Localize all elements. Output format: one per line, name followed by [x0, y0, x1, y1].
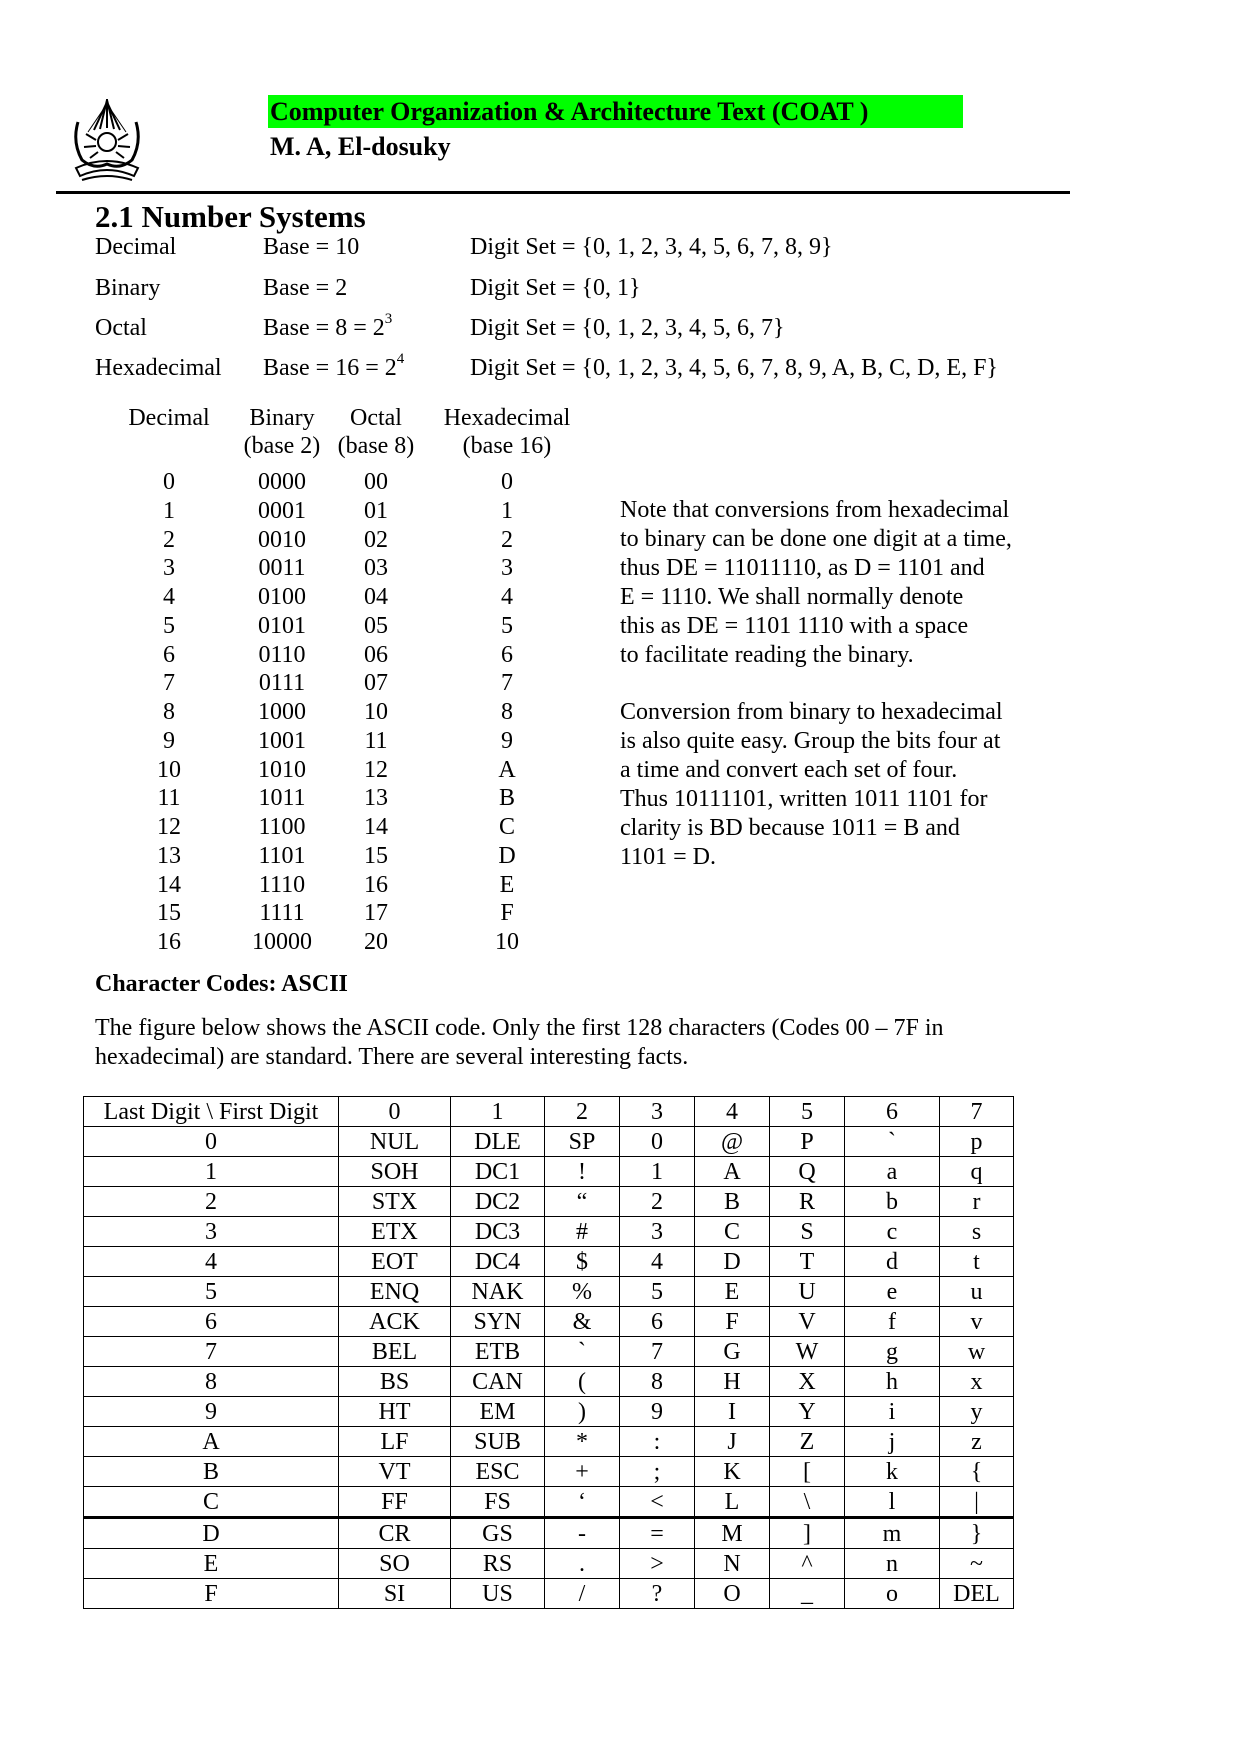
- conv-cell: 15: [364, 842, 388, 869]
- system-base: [263, 232, 359, 262]
- ascii-cell: o: [845, 1579, 940, 1609]
- conv-cell: 14: [157, 871, 181, 898]
- conv-cell: 17: [364, 900, 388, 927]
- ascii-cell: S: [770, 1217, 845, 1247]
- note-line: to binary can be done one digit at a time,: [620, 526, 1012, 552]
- conv-cell: 7: [163, 670, 175, 697]
- ascii-cell: `: [845, 1127, 940, 1157]
- note-line: Note that conversions from hexadecimal: [620, 497, 1010, 523]
- ascii-cell: =: [620, 1518, 695, 1549]
- ascii-cell: s: [940, 1217, 1014, 1247]
- ascii-cell: X: [770, 1367, 845, 1397]
- ascii-cell: ]: [770, 1518, 845, 1549]
- conv-cell: 0100: [258, 584, 306, 610]
- ascii-table-row: [84, 1518, 1014, 1549]
- ascii-cell: ?: [620, 1579, 695, 1609]
- note-line: is also quite easy. Group the bits four at: [620, 728, 1001, 754]
- conv-cell: 04: [364, 584, 388, 610]
- ascii-cell: u: [940, 1277, 1014, 1307]
- ascii-cell: (: [545, 1367, 620, 1397]
- ascii-table-row: [84, 1457, 1014, 1487]
- system-digit-set: Digit Set = {0, 1, 2, 3, 4, 5, 6, 7, 8, 9}: [470, 234, 833, 260]
- conv-cell: 0111: [258, 670, 306, 697]
- ascii-cell: \: [770, 1487, 845, 1518]
- ascii-cell: T: [770, 1247, 845, 1277]
- system-digit-set: Digit Set = {0, 1}: [470, 275, 641, 301]
- note-line: Thus 10111101, written 1011 1101 for: [620, 786, 988, 812]
- conv-cell: 13: [157, 842, 181, 869]
- conv-cell: 11: [364, 727, 388, 754]
- ascii-cell: US: [451, 1579, 545, 1609]
- system-base: [263, 273, 347, 303]
- conv-cell: 8: [163, 699, 175, 725]
- ascii-cell: DC4: [451, 1247, 545, 1277]
- conv-cell: 15: [157, 900, 181, 927]
- ascii-cell: GS: [451, 1518, 545, 1549]
- section-heading: 2.1 Number Systems: [95, 199, 366, 234]
- system-name: Decimal: [95, 234, 177, 260]
- ascii-row-header: A: [84, 1427, 339, 1457]
- ascii-cell: .: [545, 1549, 620, 1579]
- ascii-cell: I: [695, 1397, 770, 1427]
- ascii-cell: f: [845, 1307, 940, 1337]
- ascii-cell: D: [695, 1247, 770, 1277]
- conv-cell: E: [499, 871, 515, 898]
- conv-cell: 0: [163, 469, 175, 495]
- conv-cell: 16: [157, 929, 181, 955]
- conv-cell: 13: [364, 785, 388, 812]
- ascii-cell: NUL: [339, 1127, 451, 1157]
- ascii-cell: ~: [940, 1549, 1014, 1579]
- ascii-cell: #: [545, 1217, 620, 1247]
- header-line: (base 8): [337, 433, 415, 459]
- conv-cell: C: [498, 814, 515, 840]
- ascii-cell: Z: [770, 1427, 845, 1457]
- ascii-cell: ‘: [545, 1487, 620, 1518]
- ascii-cell: BEL: [339, 1337, 451, 1367]
- ascii-cell: M: [695, 1518, 770, 1549]
- conv-column-hex: [467, 468, 547, 957]
- ascii-cell: 1: [620, 1157, 695, 1187]
- ascii-cell: NAK: [451, 1277, 545, 1307]
- conv-cell: F: [500, 900, 514, 927]
- author-name: M. A, El-dosuky: [270, 132, 451, 161]
- ascii-cell: z: [940, 1427, 1014, 1457]
- ascii-column-header: 1: [451, 1097, 545, 1127]
- conv-cell: 10: [157, 756, 181, 783]
- ascii-cell: ESC: [451, 1457, 545, 1487]
- ascii-column-header: 7: [940, 1097, 1014, 1127]
- ascii-cell: j: [845, 1427, 940, 1457]
- ascii-corner-header: Last Digit \ First Digit: [84, 1097, 339, 1127]
- conv-cell: 0110: [258, 641, 306, 668]
- ascii-column-header: 0: [339, 1097, 451, 1127]
- ascii-cell: J: [695, 1427, 770, 1457]
- ascii-cell: LF: [339, 1427, 451, 1457]
- conv-cell: 10000: [252, 929, 312, 955]
- conv-cell: 5: [163, 612, 175, 639]
- conv-cell: 07: [364, 670, 388, 697]
- base-text: Base = 16 = 2: [263, 355, 397, 381]
- ascii-cell: r: [940, 1187, 1014, 1217]
- ascii-row-header: B: [84, 1457, 339, 1487]
- ascii-row-header: 4: [84, 1247, 339, 1277]
- ascii-row-header: 1: [84, 1157, 339, 1187]
- ascii-cell: DC3: [451, 1217, 545, 1247]
- note-line: this as DE = 1101 1110 with a space: [620, 613, 969, 639]
- ascii-cell: L: [695, 1487, 770, 1518]
- ascii-cell: 8: [620, 1367, 695, 1397]
- system-digit-set: Digit Set = {0, 1, 2, 3, 4, 5, 6, 7, 8, 9, A, B, C, D, E, F}: [470, 355, 998, 381]
- conv-header-decimal: [109, 404, 229, 432]
- ascii-table-row: [84, 1247, 1014, 1277]
- conv-cell: 0: [501, 469, 513, 495]
- conv-cell: 1011: [258, 785, 306, 812]
- ascii-cell: 3: [620, 1217, 695, 1247]
- system-base: [263, 353, 404, 383]
- ascii-table-row: [84, 1427, 1014, 1457]
- ascii-cell: |: [940, 1487, 1014, 1518]
- ascii-cell: E: [695, 1277, 770, 1307]
- ascii-column-header: 5: [770, 1097, 845, 1127]
- ascii-cell: 7: [620, 1337, 695, 1367]
- conv-cell: 1101: [258, 842, 306, 869]
- conv-cell: 6: [501, 641, 513, 668]
- header-line: Octal: [350, 405, 402, 431]
- ascii-cell: h: [845, 1367, 940, 1397]
- ascii-cell: RS: [451, 1549, 545, 1579]
- ascii-cell: 9: [620, 1397, 695, 1427]
- ascii-cell: DLE: [451, 1127, 545, 1157]
- ascii-cell: k: [845, 1457, 940, 1487]
- ascii-row-header: 3: [84, 1217, 339, 1247]
- conv-cell: 1: [501, 497, 513, 524]
- ascii-cell: EM: [451, 1397, 545, 1427]
- ascii-table-row: [84, 1337, 1014, 1367]
- ascii-cell: %: [545, 1277, 620, 1307]
- header-line: Binary: [249, 405, 315, 431]
- ascii-cell: BS: [339, 1367, 451, 1397]
- conv-column-decimal: [129, 468, 209, 957]
- ascii-row-header: E: [84, 1549, 339, 1579]
- ascii-cell: >: [620, 1549, 695, 1579]
- conv-cell: 0000: [258, 469, 306, 495]
- ascii-cell: U: [770, 1277, 845, 1307]
- ascii-cell: /: [545, 1579, 620, 1609]
- ascii-cell: ENQ: [339, 1277, 451, 1307]
- conv-header-binary: [232, 404, 332, 460]
- conv-cell: A: [498, 756, 516, 783]
- ascii-cell: q: [940, 1157, 1014, 1187]
- base-text: Base = 10: [263, 234, 360, 260]
- base-text: Base = 8 = 2: [263, 315, 385, 341]
- ascii-cell: “: [545, 1187, 620, 1217]
- conv-column-octal: [336, 468, 416, 957]
- conv-cell: 11: [157, 785, 181, 812]
- ascii-cell: B: [695, 1187, 770, 1217]
- ascii-cell: Y: [770, 1397, 845, 1427]
- ascii-cell: R: [770, 1187, 845, 1217]
- ascii-cell: _: [770, 1579, 845, 1609]
- ascii-cell: <: [620, 1487, 695, 1518]
- ascii-row-header: F: [84, 1579, 339, 1609]
- ascii-cell: *: [545, 1427, 620, 1457]
- ascii-cell: V: [770, 1307, 845, 1337]
- ascii-cell: $: [545, 1247, 620, 1277]
- conv-cell: 9: [501, 727, 513, 754]
- intro-line: The figure below shows the ASCII code. Only the first 128 characters (Codes 00 – 7F in: [95, 1015, 944, 1041]
- note-line: a time and convert each set of four.: [620, 757, 958, 783]
- ascii-cell: @: [695, 1127, 770, 1157]
- ascii-cell: b: [845, 1187, 940, 1217]
- conv-cell: 06: [364, 641, 388, 668]
- system-digit-set: Digit Set = {0, 1, 2, 3, 4, 5, 6, 7}: [470, 315, 785, 341]
- ascii-cell: 2: [620, 1187, 695, 1217]
- ascii-cell: :: [620, 1427, 695, 1457]
- conv-cell: 0101: [258, 612, 306, 639]
- conv-header-hex: [432, 404, 582, 460]
- note-line: Conversion from binary to hexadecimal: [620, 699, 1003, 725]
- ascii-table-row: [84, 1397, 1014, 1427]
- ascii-row-header: 8: [84, 1367, 339, 1397]
- ascii-cell: m: [845, 1518, 940, 1549]
- conv-cell: 16: [364, 871, 388, 898]
- ascii-cell: {: [940, 1457, 1014, 1487]
- ascii-cell: SO: [339, 1549, 451, 1579]
- header-line: Hexadecimal: [443, 405, 571, 431]
- ascii-cell: VT: [339, 1457, 451, 1487]
- ascii-row-header: 2: [84, 1187, 339, 1217]
- conv-header-octal: [326, 404, 426, 460]
- ascii-cell: w: [940, 1337, 1014, 1367]
- conv-cell: 7: [501, 670, 513, 697]
- base-text: Base = 2: [263, 275, 348, 301]
- system-name: Binary: [95, 275, 161, 301]
- header-line: (base 16): [462, 433, 552, 459]
- ascii-cell: CR: [339, 1518, 451, 1549]
- ascii-cell: 6: [620, 1307, 695, 1337]
- ascii-row-header: 0: [84, 1127, 339, 1157]
- conv-cell: 10: [364, 699, 388, 725]
- ascii-row-header: 7: [84, 1337, 339, 1367]
- ascii-table-row: [84, 1549, 1014, 1579]
- intro-line: hexadecimal) are standard. There are several interesting facts.: [95, 1044, 689, 1070]
- ascii-cell: }: [940, 1518, 1014, 1549]
- ascii-cell: y: [940, 1397, 1014, 1427]
- ascii-table-row: [84, 1579, 1014, 1609]
- ascii-header-row: [84, 1097, 1014, 1127]
- ascii-cell: CAN: [451, 1367, 545, 1397]
- document-title: Computer Organization & Architecture Text (COAT ): [268, 95, 963, 128]
- ascii-cell: DC2: [451, 1187, 545, 1217]
- header-line: Decimal: [128, 405, 210, 431]
- ascii-column-header: 6: [845, 1097, 940, 1127]
- conv-cell: 20: [364, 929, 388, 955]
- conv-cell: 12: [364, 756, 388, 783]
- conv-cell: 03: [364, 555, 388, 582]
- ascii-table-row: [84, 1127, 1014, 1157]
- conv-cell: 12: [157, 814, 181, 840]
- ascii-cell: HT: [339, 1397, 451, 1427]
- conv-cell: 9: [163, 727, 175, 754]
- ascii-table-row: [84, 1187, 1014, 1217]
- ascii-cell: &: [545, 1307, 620, 1337]
- ascii-table-row: [84, 1367, 1014, 1397]
- ascii-cell: DEL: [940, 1579, 1014, 1609]
- ascii-cell: l: [845, 1487, 940, 1518]
- conv-cell: 6: [163, 641, 175, 668]
- conv-cell: 0001: [258, 497, 306, 524]
- ascii-cell: -: [545, 1518, 620, 1549]
- system-name: Hexadecimal: [95, 355, 222, 381]
- ascii-table-row: [84, 1277, 1014, 1307]
- conv-cell: 0010: [258, 526, 306, 553]
- ascii-cell: SOH: [339, 1157, 451, 1187]
- note-line: E = 1110. We shall normally denote: [620, 584, 964, 610]
- ascii-cell: a: [845, 1157, 940, 1187]
- conv-cell: 00: [364, 469, 388, 495]
- ascii-cell: DC1: [451, 1157, 545, 1187]
- ascii-cell: +: [545, 1457, 620, 1487]
- ascii-cell: A: [695, 1157, 770, 1187]
- ascii-cell: ETX: [339, 1217, 451, 1247]
- ascii-cell: STX: [339, 1187, 451, 1217]
- ascii-cell: [: [770, 1457, 845, 1487]
- ascii-cell: p: [940, 1127, 1014, 1157]
- ascii-cell: !: [545, 1157, 620, 1187]
- conv-cell: 3: [163, 555, 175, 582]
- ascii-cell: ETB: [451, 1337, 545, 1367]
- note-line: clarity is BD because 1011 = B and: [620, 815, 960, 841]
- note-paragraph-binary-to-hex: [620, 698, 1003, 872]
- ascii-cell: ACK: [339, 1307, 451, 1337]
- university-seal-icon: [68, 92, 146, 186]
- ascii-cell: `: [545, 1337, 620, 1367]
- conv-cell: 3: [501, 555, 513, 582]
- ascii-cell: SUB: [451, 1427, 545, 1457]
- note-line: to facilitate reading the binary.: [620, 642, 914, 668]
- ascii-cell: n: [845, 1549, 940, 1579]
- ascii-cell: K: [695, 1457, 770, 1487]
- conv-cell: 0011: [258, 555, 306, 582]
- ascii-row-header: 9: [84, 1397, 339, 1427]
- conv-cell: 2: [501, 526, 513, 553]
- base-exponent: 3: [384, 311, 393, 327]
- ascii-cell: G: [695, 1337, 770, 1367]
- ascii-cell: W: [770, 1337, 845, 1367]
- ascii-column-header: 4: [695, 1097, 770, 1127]
- ascii-cell: H: [695, 1367, 770, 1397]
- ascii-cell: t: [940, 1247, 1014, 1277]
- conv-cell: 1111: [259, 900, 305, 927]
- ascii-column-header: 3: [620, 1097, 695, 1127]
- conv-cell: 10: [495, 929, 519, 955]
- conv-column-binary: [232, 468, 332, 957]
- system-base: [263, 313, 392, 343]
- ascii-table-row: [84, 1157, 1014, 1187]
- ascii-cell: 5: [620, 1277, 695, 1307]
- ascii-cell: c: [845, 1217, 940, 1247]
- conv-cell: 1100: [258, 814, 306, 840]
- ascii-cell: F: [695, 1307, 770, 1337]
- conv-cell: 1010: [258, 756, 306, 783]
- ascii-cell: 0: [620, 1127, 695, 1157]
- ascii-cell: FF: [339, 1487, 451, 1518]
- conv-cell: B: [498, 785, 515, 812]
- ascii-cell: ): [545, 1397, 620, 1427]
- ascii-table-row: [84, 1307, 1014, 1337]
- note-line: thus DE = 11011110, as D = 1101 and: [620, 555, 985, 581]
- conv-cell: 2: [163, 526, 175, 553]
- ascii-cell: ^: [770, 1549, 845, 1579]
- ascii-cell: ;: [620, 1457, 695, 1487]
- ascii-row-header: D: [84, 1518, 339, 1549]
- ascii-cell: d: [845, 1247, 940, 1277]
- ascii-cell: Q: [770, 1157, 845, 1187]
- conv-cell: D: [498, 842, 516, 869]
- ascii-table-row: [84, 1217, 1014, 1247]
- conv-cell: 02: [364, 526, 388, 553]
- conv-cell: 8: [501, 699, 513, 725]
- ascii-cell: SYN: [451, 1307, 545, 1337]
- conv-cell: 1110: [258, 871, 306, 898]
- ascii-cell: N: [695, 1549, 770, 1579]
- ascii-row-header: 6: [84, 1307, 339, 1337]
- ascii-cell: EOT: [339, 1247, 451, 1277]
- conv-cell: 4: [163, 584, 175, 610]
- conv-cell: 4: [501, 584, 513, 610]
- header-divider: [56, 191, 1070, 194]
- system-name: Octal: [95, 315, 147, 341]
- ascii-heading: Character Codes: ASCII: [95, 971, 348, 997]
- ascii-cell: i: [845, 1397, 940, 1427]
- ascii-cell: O: [695, 1579, 770, 1609]
- ascii-cell: P: [770, 1127, 845, 1157]
- ascii-intro: [95, 1014, 944, 1072]
- conv-cell: 01: [364, 497, 388, 524]
- ascii-row-header: C: [84, 1487, 339, 1518]
- ascii-cell: C: [695, 1217, 770, 1247]
- ascii-cell: x: [940, 1367, 1014, 1397]
- conv-cell: 05: [364, 612, 388, 639]
- ascii-cell: SI: [339, 1579, 451, 1609]
- note-paragraph-hex-to-binary: [620, 496, 1012, 670]
- conv-cell: 1: [163, 497, 175, 524]
- ascii-cell: 4: [620, 1247, 695, 1277]
- conv-cell: 14: [364, 814, 388, 840]
- ascii-row-header: 5: [84, 1277, 339, 1307]
- base-exponent: 4: [396, 351, 405, 367]
- conv-cell: 1001: [258, 727, 306, 754]
- ascii-column-header: 2: [545, 1097, 620, 1127]
- ascii-cell: FS: [451, 1487, 545, 1518]
- ascii-cell: e: [845, 1277, 940, 1307]
- header-line: (base 2): [243, 433, 321, 459]
- ascii-table-row: [84, 1487, 1014, 1518]
- ascii-cell: v: [940, 1307, 1014, 1337]
- conv-cell: 5: [501, 612, 513, 639]
- ascii-cell: SP: [545, 1127, 620, 1157]
- ascii-table: [83, 1096, 1014, 1609]
- ascii-cell: g: [845, 1337, 940, 1367]
- note-line: 1101 = D.: [620, 844, 716, 870]
- conv-cell: 1000: [258, 699, 306, 725]
